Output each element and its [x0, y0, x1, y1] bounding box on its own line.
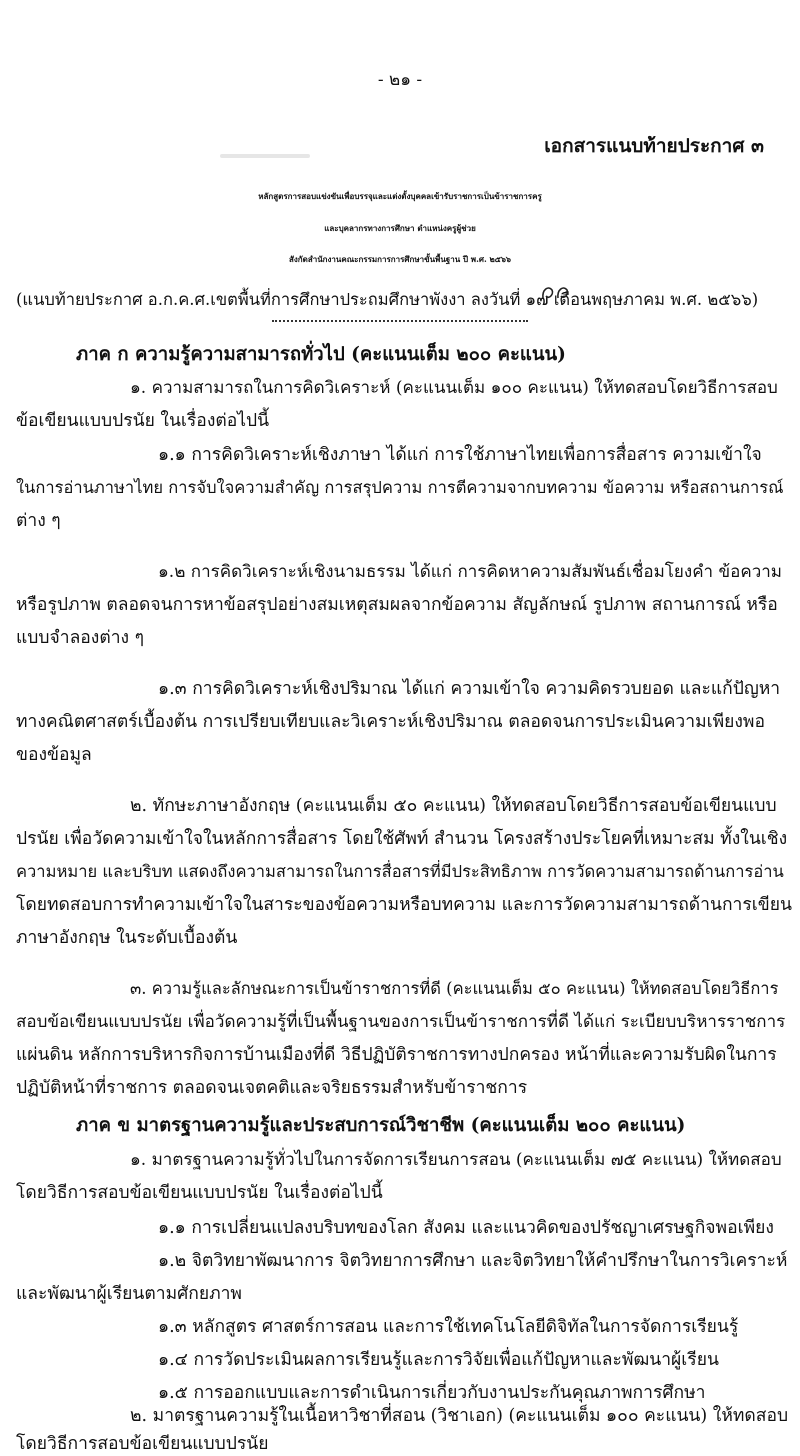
body-line: ทางคณิตศาสตร์เบื้องต้น การเปรียบเทียบและวิเคราะห์เชิงปริมาณ ตลอดจนการประเมินความเพียงพอ: [16, 712, 765, 732]
title-line-3: สังกัดสำนักงานคณะกรรมการการศึกษาขั้นพื้นฐาน ปี พ.ศ. ๒๕๖๖: [288, 254, 511, 264]
handwritten-date-mark: [540, 282, 574, 304]
body-line: ข้อเขียนแบบปรนัย ในเรื่องต่อไปนี้: [16, 411, 270, 431]
body-line: ๑.๔ การวัดประเมินผลการเรียนรู้และการวิจัยเพื่อแก้ปัญหาและพัฒนาผู้เรียน: [158, 1350, 719, 1370]
body-line: หรือรูปภาพ ตลอดจนการหาข้อสรุปอย่างสมเหตุสมผลจากข้อความ สัญลักษณ์ รูปภาพ สถานการณ์ หรือ: [16, 595, 778, 615]
body-line: ๑. มาตรฐานความรู้ทั่วไปในการจัดการเรียนการสอน (คะแนนเต็ม ๗๕ คะแนน) ให้ทดสอบ: [130, 1150, 782, 1170]
title-line-2: และบุคลากรทางการศึกษา ตำแหน่งครูผู้ช่วย: [324, 223, 476, 233]
page-number: - ๒๑ -: [377, 70, 423, 90]
section-a-heading: ภาค ก ความรู้ความสามารถทั่วไป (คะแนนเต็ม ๒๐๐ คะแนน): [76, 344, 566, 365]
annex-label: เอกสารแนบท้ายประกาศ ๓: [544, 135, 764, 157]
body-line: ๑.๒ การคิดวิเคราะห์เชิงนามธรรม ได้แก่ การคิดหาความสัมพันธ์เชื่อมโยงคำ ข้อความ: [158, 562, 783, 582]
body-line: ต่าง ๆ: [16, 511, 61, 531]
reference-line: (แนบท้ายประกาศ อ.ก.ค.ศ.เขตพื้นที่การศึกษาประถมศึกษาพังงา ลงวันที่ ๑๗ เดือนพฤษภาคม พ.ศ. ๒๕๖๖): [16, 290, 759, 309]
body-line: โดยวิธีการสอบข้อเขียนแบบปรนัย: [16, 1434, 269, 1454]
body-line: ๑.๑ การคิดวิเคราะห์เชิงภาษา ได้แก่ การใช้ภาษาไทยเพื่อการสื่อสาร ความเข้าใจ: [158, 445, 762, 465]
scan-smudge: [220, 154, 310, 158]
body-line: และพัฒนาผู้เรียนตามศักยภาพ: [16, 1284, 242, 1304]
body-line: ๒. มาตรฐานความรู้ในเนื้อหาวิชาที่สอน (วิชาเอก) (คะแนนเต็ม ๑๐๐ คะแนน) ให้ทดสอบ: [130, 1406, 789, 1426]
body-line: ในการอ่านภาษาไทย การจับใจความสำคัญ การสรุปความ การตีความจากบทความ ข้อความ หรือสถานการณ์: [16, 478, 784, 497]
body-line: ๑.๓ การคิดวิเคราะห์เชิงปริมาณ ได้แก่ ความเข้าใจ ความคิดรวบยอด และแก้ปัญหา: [158, 679, 781, 699]
section-b-heading: ภาค ข มาตรฐานความรู้และประสบการณ์วิชาชีพ (คะแนนเต็ม ๒๐๐ คะแนน): [76, 1115, 686, 1136]
body-line: ความหมาย และบริบท แสดงถึงความสามารถในการสื่อสารที่มีประสิทธิภาพ การวัดความสามารถด้านการอ่าน: [16, 862, 784, 881]
body-line: ของข้อมูล: [16, 745, 92, 765]
body-line: ๒. ทักษะภาษาอังกฤษ (คะแนนเต็ม ๕๐ คะแนน) ให้ทดสอบโดยวิธีการสอบข้อเขียนแบบ: [130, 796, 777, 816]
body-line: ปฏิบัติหน้าที่ราชการ ตลอดจนเจตคติและจริยธรรมสำหรับข้าราชการ: [16, 1078, 528, 1098]
body-line: ๓. ความรู้และลักษณะการเป็นข้าราชการที่ดี (คะแนนเต็ม ๕๐ คะแนน) ให้ทดสอบโดยวิธีการ: [130, 979, 779, 998]
body-line: โดยวิธีการสอบข้อเขียนแบบปรนัย ในเรื่องต่อไปนี้: [16, 1183, 383, 1203]
body-line: ปรนัย เพื่อวัดความเข้าใจในหลักการสื่อสาร โดยใช้ศัพท์ สำนวน โครงสร้างประโยคที่เหมาะสม ทั้งในเชิง: [16, 829, 788, 849]
body-line: ๑. ความสามารถในการคิดวิเคราะห์ (คะแนนเต็ม ๑๐๐ คะแนน) ให้ทดสอบโดยวิธีการสอบ: [130, 378, 778, 398]
body-line: โดยทดสอบการทำความเข้าใจในสาระของข้อความหรือบทความ และการวัดความสามารถด้านการเขียน: [16, 895, 792, 915]
body-line: ๑.๒ จิตวิทยาพัฒนาการ จิตวิทยาการศึกษา และจิตวิทยาให้คำปรึกษาในการวิเคราะห์: [158, 1251, 788, 1271]
body-line: แผ่นดิน หลักการบริหารกิจการบ้านเมืองที่ดี วิธีปฏิบัติราชการทางปกครอง หน้าที่และความรับผิดในการ: [16, 1045, 777, 1065]
body-line: สอบข้อเขียนแบบปรนัย เพื่อวัดความรู้ที่เป็นพื้นฐานของการเป็นข้าราชการที่ดี ได้แก่ ระเบียบบริหารราชการ: [16, 1012, 786, 1032]
separator-dotted-line: [272, 320, 528, 322]
body-line: แบบจำลองต่าง ๆ: [16, 628, 145, 648]
body-line: ๑.๑ การเปลี่ยนแปลงบริบทของโลก สังคม และแนวคิดของปรัชญาเศรษฐกิจพอเพียง: [158, 1218, 774, 1238]
body-line: ภาษาอังกฤษ ในระดับเบื้องต้น: [16, 928, 238, 948]
title-line-1: หลักสูตรการสอบแข่งขันเพื่อบรรจุและแต่งตั้งบุคคลเข้ารับราชการเป็นข้าราชการครู: [258, 191, 542, 201]
body-line: ๑.๕ การออกแบบและการดำเนินการเกี่ยวกับงานประกันคุณภาพการศึกษา: [158, 1383, 706, 1403]
body-line: ๑.๓ หลักสูตร ศาสตร์การสอน และการใช้เทคโนโลยีดิจิทัลในการจัดการเรียนรู้: [158, 1317, 739, 1337]
